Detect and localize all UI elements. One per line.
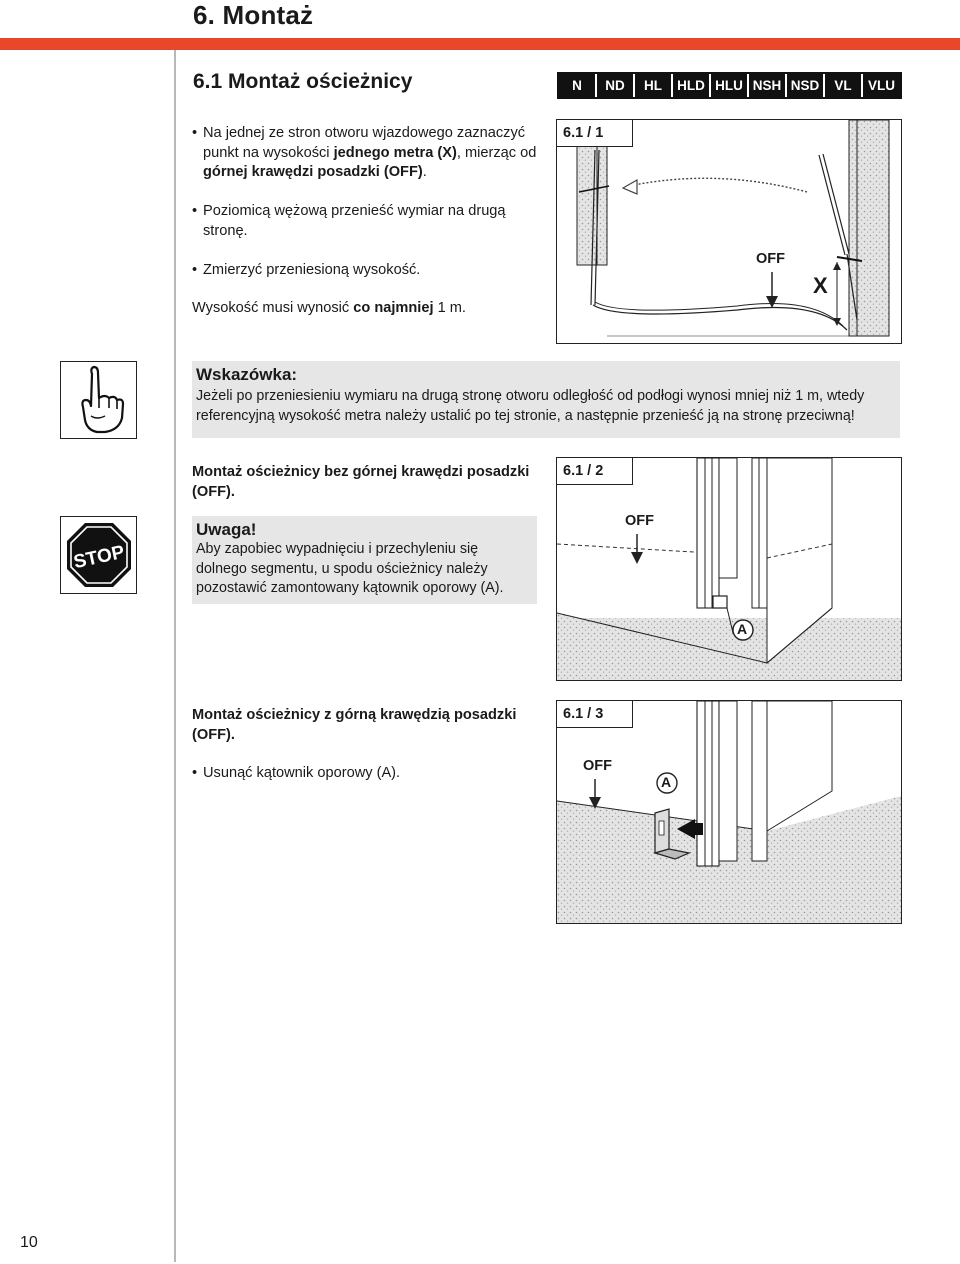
figure-3-drawing bbox=[557, 701, 901, 923]
figure-6-1-3 bbox=[556, 700, 902, 924]
pointing-hand-icon bbox=[61, 362, 136, 438]
chapter-title: 6. Montaż bbox=[193, 0, 314, 30]
bullet1-text-c: . bbox=[422, 164, 427, 180]
off-label: OFF bbox=[756, 251, 785, 267]
hint-body bbox=[196, 387, 896, 426]
section2-heading-line-2: (OFF). bbox=[192, 483, 235, 500]
type-n: N bbox=[559, 74, 597, 97]
figure-label: 6.1 / 1 bbox=[557, 120, 633, 147]
type-hld: HLD bbox=[673, 74, 711, 97]
intro-bullet-2: • Poziomicą wężową przenieść wymiar na drugą stronę. bbox=[192, 202, 548, 241]
warning-line-2: dolnego segmentu, u spodu ościeżnicy należy bbox=[196, 560, 488, 577]
height-note bbox=[192, 299, 537, 319]
section2-heading bbox=[192, 463, 552, 502]
type-hl: HL bbox=[635, 74, 673, 97]
a-label: A bbox=[661, 774, 672, 790]
hint-line-1: Jeżeli po przeniesieniu wymiaru na drugą stronę otworu odległość od podłogi wynosi mniej niż 1 m, wtedy bbox=[196, 388, 865, 404]
section-title: 6.1 Montaż ościeżnicy bbox=[193, 70, 413, 93]
bullet1-bold-b: górnej krawędzi posadzki (OFF) bbox=[203, 164, 423, 180]
section2-heading-line-1: Montaż ościeżnicy bez górnej krawędzi posadzki bbox=[192, 464, 530, 480]
header-rule bbox=[0, 38, 960, 50]
hint-icon-box bbox=[60, 361, 137, 439]
off-label: OFF bbox=[625, 513, 654, 529]
hint-box bbox=[192, 361, 900, 438]
intro-bullet-3: • Zmierzyć przeniesioną wysokość. bbox=[192, 261, 548, 281]
intro-bullet-1 bbox=[192, 124, 553, 183]
section3-heading-line-1: Montaż ościeżnicy z górną krawędzią posadzki bbox=[192, 707, 517, 723]
warning-body bbox=[196, 540, 536, 599]
warning-line-3: pozostawić zamontowany kątownik oporowy (A). bbox=[196, 580, 504, 596]
bullet1-text-a: Na jednej ze stron otworu wjazdowego zaznaczyć punkt na wysokości bbox=[203, 125, 526, 161]
figure-6-1-1 bbox=[556, 119, 902, 344]
off-label: OFF bbox=[583, 758, 612, 774]
note-text-a: Wysokość musi wynosić bbox=[192, 300, 354, 316]
type-hlu: HLU bbox=[711, 74, 749, 97]
hint-line-2: referencyjną wysokość metra należy ustalić po tej stronie, a następnie przenieść ją na stronę przeciwną! bbox=[196, 407, 855, 424]
type-nsd: NSD bbox=[787, 74, 825, 97]
type-nsh: NSH bbox=[749, 74, 787, 97]
a-label: A bbox=[737, 621, 748, 637]
page-number: 10 bbox=[20, 1234, 38, 1251]
type-vl: VL bbox=[825, 74, 863, 97]
bullet1-bold-a: jednego metra (X) bbox=[333, 144, 457, 161]
section3-heading-line-2: (OFF). bbox=[192, 726, 235, 743]
stop-sign-text: STOP bbox=[71, 541, 127, 574]
warning-heading: Uwaga! bbox=[196, 520, 257, 539]
figure-label: 6.1 / 3 bbox=[557, 701, 633, 728]
figure-6-1-2 bbox=[556, 457, 902, 681]
warning-box bbox=[192, 516, 537, 604]
figure-1-drawing bbox=[557, 120, 901, 343]
section3-bullet: • Usunąć kątownik oporowy (A). bbox=[192, 764, 548, 784]
note-text-b: 1 m. bbox=[433, 300, 466, 316]
bullet1-text-b: , mierząc od bbox=[456, 144, 537, 161]
type-nd: ND bbox=[597, 74, 635, 97]
figure-label: 6.1 / 2 bbox=[557, 458, 633, 485]
warning-line-1: Aby zapobiec wypadnięciu i przechyleniu się bbox=[196, 541, 479, 557]
type-vlu: VLU bbox=[863, 74, 900, 97]
figure-2-drawing bbox=[557, 458, 901, 680]
x-label: X bbox=[813, 273, 828, 298]
hint-heading: Wskazówka: bbox=[196, 365, 298, 384]
note-bold: co najmniej bbox=[353, 300, 434, 316]
warning-icon-box bbox=[60, 516, 137, 594]
stop-sign-icon bbox=[61, 517, 136, 593]
door-type-bar bbox=[557, 72, 902, 99]
margin-rule bbox=[174, 50, 176, 1262]
section3-heading bbox=[192, 706, 552, 745]
